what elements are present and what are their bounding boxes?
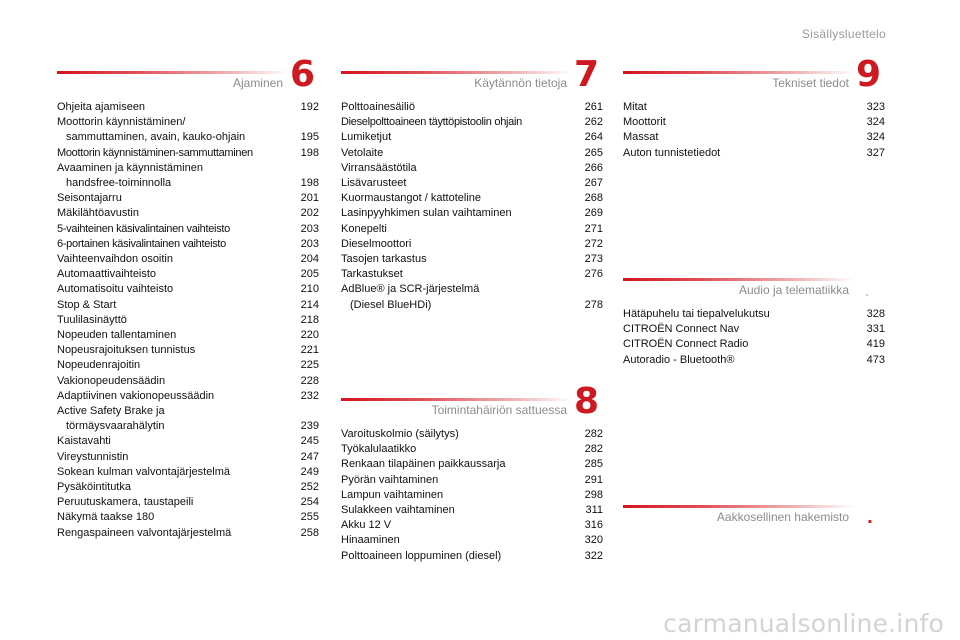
toc-entry[interactable] — [623, 322, 885, 337]
toc-entry-page: 273 — [584, 253, 603, 266]
toc-entry-page: 268 — [584, 192, 603, 205]
toc-entry-title — [341, 488, 581, 503]
toc-entry-title — [341, 473, 581, 488]
toc-entry-title — [623, 115, 863, 130]
toc-entry-page: 267 — [584, 177, 603, 190]
toc-entry-title — [341, 503, 581, 518]
toc-entry-title-line: Lasinpyyhkimen sulan vaihtaminen — [341, 207, 512, 220]
toc-entry-title — [57, 404, 297, 434]
toc-entry[interactable] — [341, 457, 603, 472]
section-toimintahairion-sattuessa — [341, 381, 603, 564]
toc-entry-title — [341, 533, 581, 548]
toc-entry-page: 265 — [584, 146, 603, 159]
toc-entry[interactable] — [57, 115, 319, 145]
toc-entry-title — [57, 328, 297, 343]
toc-entry-page: 328 — [866, 308, 885, 320]
toc-entry-page: 264 — [584, 131, 603, 144]
toc-entry-title — [341, 252, 581, 267]
toc-entry-page: 195 — [300, 131, 319, 144]
toc-entry-title — [57, 282, 297, 297]
toc-entry-page: 205 — [300, 268, 319, 281]
toc-entry-title — [57, 313, 297, 328]
toc-entry-title-line: Vaihteenvaihdon osoitin — [57, 253, 173, 266]
toc-entry-title-line: CITROËN Connect Radio — [623, 338, 749, 351]
toc-entry[interactable] — [623, 337, 885, 352]
toc-entry[interactable] — [57, 374, 319, 389]
toc-entry-title-line: Tuulilasinäyttö — [57, 313, 127, 326]
toc-entry-page: 419 — [866, 338, 885, 351]
section-header — [341, 54, 603, 100]
toc-entry[interactable] — [341, 130, 603, 145]
toc-entry-title-line: Konepelti — [341, 222, 387, 235]
toc-entry-title — [57, 115, 297, 145]
toc-entry-title-line: Polttoaineen loppuminen (diesel) — [341, 549, 502, 562]
page-title: Sisällysluettelo — [801, 27, 886, 41]
toc-entry-title-line: Dieselpolttoaineen täyttöpistoolin ohjain — [341, 116, 522, 129]
toc-entry-title — [57, 358, 297, 373]
toc-entry-title-line: Sokean kulman valvontajärjestelmä — [57, 465, 231, 478]
toc-entry-title-line: Nopeudenrajoitin — [57, 359, 141, 372]
section-ajaminen — [57, 54, 319, 541]
toc-entry-title — [623, 353, 863, 368]
toc-entry-title — [623, 307, 863, 322]
toc-entry-title-line: Adaptiivinen vakionopeussäädin — [57, 389, 215, 402]
toc-entry-page: 285 — [584, 458, 603, 471]
toc-entry[interactable] — [57, 100, 319, 115]
toc-entry-page: 249 — [300, 465, 319, 478]
toc-entry[interactable] — [341, 252, 603, 267]
toc-entry-page: 324 — [866, 116, 885, 129]
toc-entry[interactable] — [57, 313, 319, 328]
toc-entry-title-line: CITROËN Connect Nav — [623, 323, 740, 336]
toc-entry-title-line: Stop & Start — [57, 298, 117, 311]
toc-entry[interactable] — [57, 222, 319, 237]
toc-list — [623, 307, 885, 368]
toc-entry-page: 473 — [866, 353, 885, 366]
toc-entry-title — [57, 495, 297, 510]
toc-entry[interactable] — [341, 222, 603, 237]
toc-entry-title — [623, 146, 863, 161]
toc-entry-page: 221 — [300, 344, 319, 357]
toc-entry[interactable] — [623, 100, 885, 115]
toc-list — [623, 100, 885, 161]
toc-entry[interactable] — [341, 161, 603, 176]
toc-entry-page: 198 — [300, 177, 319, 190]
toc-entry-title — [623, 337, 863, 352]
toc-entry-title — [57, 480, 297, 495]
toc-entry-title-line: Pyörän vaihtaminen — [341, 473, 439, 486]
toc-entry[interactable] — [57, 358, 319, 373]
toc-entry-title-line: Active Safety Brake ja — [57, 405, 165, 418]
toc-entry-title — [57, 161, 297, 191]
toc-entry[interactable] — [341, 427, 603, 442]
toc-entry[interactable] — [57, 267, 319, 282]
toc-entry-title-line: Virransäästötila — [341, 161, 417, 174]
toc-entry-page: 225 — [300, 359, 319, 372]
toc-entry-page: 203 — [300, 237, 319, 250]
toc-entry[interactable] — [57, 404, 319, 434]
toc-entry-title-line: Rengaspaineen valvontajärjestelmä — [57, 526, 232, 539]
toc-entry[interactable] — [341, 206, 603, 221]
toc-entry-title — [57, 389, 297, 404]
toc-entry[interactable] — [341, 549, 603, 564]
toc-entry[interactable] — [341, 267, 603, 282]
toc-entry-page: 282 — [584, 443, 603, 456]
section-divider — [623, 505, 855, 508]
toc-list — [341, 427, 603, 564]
section-title: Toimintahäiriön sattuessa — [431, 403, 567, 417]
toc-entry-title — [57, 267, 297, 282]
toc-entry[interactable] — [341, 533, 603, 548]
toc-entry-title-line: Vireystunnistin — [57, 450, 129, 463]
toc-entry-title — [623, 100, 863, 115]
toc-entry[interactable] — [341, 237, 603, 252]
toc-entry[interactable] — [341, 488, 603, 503]
toc-entry-title — [341, 427, 581, 442]
section-number: 8 — [573, 381, 599, 422]
toc-entry-title — [341, 222, 581, 237]
toc-entry-title — [341, 442, 581, 457]
toc-list — [57, 100, 319, 541]
toc-entry-title-line: Ohjeita ajamiseen — [57, 101, 146, 113]
toc-entry-title — [57, 526, 297, 541]
toc-entry-title-line: Vakionopeudensäädin — [57, 374, 166, 387]
toc-entry-page: 272 — [584, 237, 603, 250]
toc-entry-title — [57, 206, 297, 221]
toc-entry[interactable] — [57, 146, 319, 161]
toc-entry-title-line: Varoituskolmio (säilytys) — [341, 428, 459, 440]
toc-entry-page: 232 — [300, 389, 319, 402]
toc-entry-title — [57, 465, 297, 480]
toc-entry-page: 255 — [300, 511, 319, 524]
section-title: Ajaminen — [232, 76, 283, 90]
toc-entry-title — [341, 237, 581, 252]
toc-entry[interactable] — [57, 237, 319, 252]
toc-entry[interactable] — [57, 510, 319, 525]
toc-entry-page: 276 — [584, 268, 603, 281]
toc-entry-page: 262 — [584, 116, 603, 129]
toc-entry-page: 210 — [300, 283, 319, 296]
toc-entry[interactable] — [341, 442, 603, 457]
toc-entry-page: 316 — [584, 519, 603, 532]
toc-entry-page: 201 — [300, 192, 319, 205]
toc-entry-title-line: Avaaminen ja käynnistäminen — [57, 161, 203, 174]
toc-entry-title-line: Lisävarusteet — [341, 177, 407, 190]
toc-entry[interactable] — [341, 115, 603, 130]
toc-entry-title-line: Tasojen tarkastus — [341, 253, 427, 266]
section-title: Käytännön tietoja — [474, 76, 567, 90]
toc-entry-title-line: Kaistavahti — [57, 435, 111, 448]
toc-entry-page: 282 — [584, 428, 603, 440]
toc-entry-title — [57, 450, 297, 465]
toc-entry[interactable] — [57, 450, 319, 465]
toc-entry-title — [57, 374, 297, 389]
toc-entry-page: 239 — [300, 420, 319, 433]
toc-entry-title-line: Peruutuskamera, taustapeili — [57, 496, 194, 509]
section-header — [623, 273, 885, 307]
toc-entry-page: 228 — [300, 374, 319, 387]
toc-entry[interactable] — [623, 115, 885, 130]
toc-entry-title-line: Lampun vaihtaminen — [341, 488, 444, 501]
toc-entry-title — [341, 191, 581, 206]
toc-entry[interactable] — [57, 328, 319, 343]
toc-entry[interactable] — [57, 252, 319, 267]
toc-entry-title — [341, 457, 581, 472]
section-title: Tekniset tiedot — [772, 76, 849, 90]
toc-entry-title-line: Hinaaminen — [341, 534, 400, 547]
toc-entry-page: 266 — [584, 161, 603, 174]
toc-entry-title — [341, 518, 581, 533]
toc-list — [341, 100, 603, 313]
toc-entry-title — [341, 267, 581, 282]
toc-entry[interactable] — [57, 389, 319, 404]
toc-entry-title — [341, 549, 581, 564]
toc-entry-title-line: Moottorin käynnistäminen/ — [57, 116, 186, 129]
toc-entry-title — [341, 176, 581, 191]
toc-entry-title — [57, 237, 297, 252]
toc-entry[interactable] — [623, 353, 885, 368]
toc-entry-title-line: Tarkastukset — [341, 268, 403, 281]
toc-entry[interactable] — [341, 191, 603, 206]
toc-entry-title — [57, 252, 297, 267]
toc-entry-title-line: Moottorit — [623, 116, 666, 129]
toc-entry-page: 278 — [584, 298, 603, 311]
toc-entry-title — [341, 100, 581, 115]
toc-entry-title — [57, 222, 297, 237]
toc-entry[interactable] — [57, 282, 319, 297]
section-number: . — [865, 288, 869, 299]
section-divider — [341, 398, 573, 401]
toc-entry-title — [623, 130, 863, 145]
section-divider — [623, 71, 855, 74]
toc-entry-page: 192 — [300, 101, 319, 113]
toc-entry-page: 204 — [300, 253, 319, 266]
section-header — [57, 54, 319, 100]
toc-entry[interactable] — [623, 130, 885, 145]
section-header — [341, 381, 603, 427]
toc-entry-page: 202 — [300, 207, 319, 220]
toc-entry-title-line: Lumiketjut — [341, 131, 392, 144]
toc-entry[interactable] — [57, 495, 319, 510]
section-number: . — [866, 508, 873, 527]
toc-entry-page: 331 — [866, 323, 885, 336]
toc-entry[interactable] — [57, 206, 319, 221]
section-kaytannon-tietoja — [341, 54, 603, 313]
toc-entry-title-line: 6-portainen käsivalintainen vaihteisto — [57, 237, 226, 250]
toc-entry-page: 214 — [300, 298, 319, 311]
toc-entry-page: 218 — [300, 313, 319, 326]
toc-entry-page: 322 — [584, 549, 603, 562]
section-number: 9 — [855, 54, 881, 95]
toc-entry-title-line: Renkaan tilapäinen paikkaussarja — [341, 458, 506, 471]
toc-entry-title — [57, 100, 297, 115]
section-number: 7 — [573, 54, 599, 95]
toc-entry-title — [57, 298, 297, 313]
toc-entry[interactable] — [57, 434, 319, 449]
toc-entry-page: 271 — [584, 222, 603, 235]
toc-entry[interactable] — [57, 343, 319, 358]
toc-entry-page: 198 — [300, 146, 319, 159]
toc-entry[interactable] — [341, 518, 603, 533]
toc-entry-title — [341, 282, 581, 312]
toc-entry-title — [57, 146, 297, 161]
toc-entry-title — [341, 206, 581, 221]
toc-entry-page: 252 — [300, 481, 319, 494]
toc-entry-title — [341, 115, 581, 130]
section-number: 6 — [289, 54, 315, 95]
toc-entry[interactable] — [57, 465, 319, 480]
watermark: carmanualsonline.info — [663, 609, 944, 638]
toc-entry-title — [57, 434, 297, 449]
toc-entry-title — [341, 146, 581, 161]
section-divider — [57, 71, 289, 74]
toc-entry-title-line: Auton tunnistetiedot — [623, 146, 721, 159]
toc-entry-page: 291 — [584, 473, 603, 486]
toc-entry-page: 269 — [584, 207, 603, 220]
toc-entry-title — [57, 343, 297, 358]
toc-entry-title-line: Vetolaite — [341, 146, 384, 159]
toc-entry-page: 203 — [300, 222, 319, 235]
toc-entry-title-line: Autoradio - Bluetooth® — [623, 353, 735, 366]
toc-entry-page: 247 — [300, 450, 319, 463]
toc-entry-title-line: Dieselmoottori — [341, 237, 412, 250]
toc-entry[interactable] — [57, 161, 319, 191]
toc-entry-title-line: Nopeuden tallentaminen — [57, 329, 177, 342]
toc-entry[interactable] — [57, 526, 319, 541]
toc-entry-title — [341, 161, 581, 176]
toc-entry[interactable] — [623, 146, 885, 161]
toc-entry-title-line: Massat — [623, 131, 659, 144]
toc-entry-title-line: Automaattivaihteisto — [57, 268, 157, 281]
toc-entry-title — [57, 510, 297, 525]
toc-entry-page: 245 — [300, 435, 319, 448]
toc-entry-page: 327 — [866, 146, 885, 159]
toc-entry-title-continuation: sammuttaminen, avain, kauko-ohjain — [66, 131, 246, 144]
toc-entry-title-line: Polttoainesäiliö — [341, 101, 415, 113]
toc-entry[interactable] — [57, 298, 319, 313]
toc-entry-title-line: Nopeusrajoituksen tunnistus — [57, 344, 196, 357]
toc-entry-title-line: Moottorin käynnistäminen-sammuttaminen — [57, 146, 253, 159]
toc-entry-title — [623, 322, 863, 337]
section-title: Aakkosellinen hakemisto — [716, 510, 849, 524]
toc-entry[interactable] — [57, 191, 319, 206]
toc-entry-title-continuation: törmäysvaarahälytin — [66, 420, 165, 433]
toc-entry-title-line: Pysäköintitutka — [57, 481, 131, 494]
section-title: Audio ja telematiikka — [738, 283, 849, 297]
toc-entry[interactable] — [57, 480, 319, 495]
section-divider — [341, 71, 573, 74]
section-divider — [623, 278, 855, 281]
section-audio-ja-telematiikka — [623, 273, 885, 368]
toc-entry[interactable] — [341, 146, 603, 161]
section-header — [623, 54, 885, 100]
toc-entry-title-continuation: handsfree-toiminnolla — [66, 177, 172, 190]
toc-entry[interactable] — [341, 176, 603, 191]
toc-entry-title-line: Akku 12 V — [341, 519, 392, 532]
toc-entry-title-line: Sulakkeen vaihtaminen — [341, 504, 455, 517]
toc-entry-title-line: AdBlue® ja SCR-järjestelmä — [341, 283, 480, 296]
toc-entry[interactable] — [341, 100, 603, 115]
toc-entry-page: 258 — [300, 526, 319, 539]
toc-entry-title-line: 5-vaihteinen käsivalintainen vaihteisto — [57, 222, 230, 235]
toc-entry-title-line: Näkymä taakse 180 — [57, 511, 155, 524]
toc-entry-title-line: Mitat — [623, 101, 647, 113]
toc-entry-page: 254 — [300, 496, 319, 509]
section-tekniset-tiedot — [623, 54, 885, 161]
toc-entry-page: 298 — [584, 488, 603, 501]
toc-entry-page: 324 — [866, 131, 885, 144]
toc-entry-page: 261 — [584, 101, 603, 113]
toc-entry-page: 320 — [584, 534, 603, 547]
toc-entry-page: 323 — [866, 101, 885, 113]
toc-entry-page: 311 — [585, 504, 603, 517]
toc-entry-title — [57, 191, 297, 206]
section-header — [623, 500, 885, 534]
toc-entry-title-line: Työkalulaatikko — [341, 443, 417, 456]
toc-entry-title — [341, 130, 581, 145]
toc-entry[interactable] — [341, 503, 603, 518]
toc-entry-title-continuation: (Diesel BlueHDi) — [350, 298, 432, 311]
section-aakkosellinen-hakemisto — [623, 500, 885, 534]
toc-entry[interactable] — [341, 473, 603, 488]
toc-entry-page: 220 — [300, 329, 319, 342]
toc-entry[interactable] — [623, 307, 885, 322]
toc-entry-title-line: Kuormaustangot / kattoteline — [341, 192, 482, 205]
toc-entry[interactable] — [341, 282, 603, 312]
toc-entry-title-line: Mäkilähtöavustin — [57, 207, 139, 220]
toc-entry-title-line: Seisontajarru — [57, 192, 122, 205]
toc-entry-title-line: Hätäpuhelu tai tiepalvelukutsu — [623, 308, 770, 320]
toc-entry-title-line: Automatisoitu vaihteisto — [57, 283, 174, 296]
